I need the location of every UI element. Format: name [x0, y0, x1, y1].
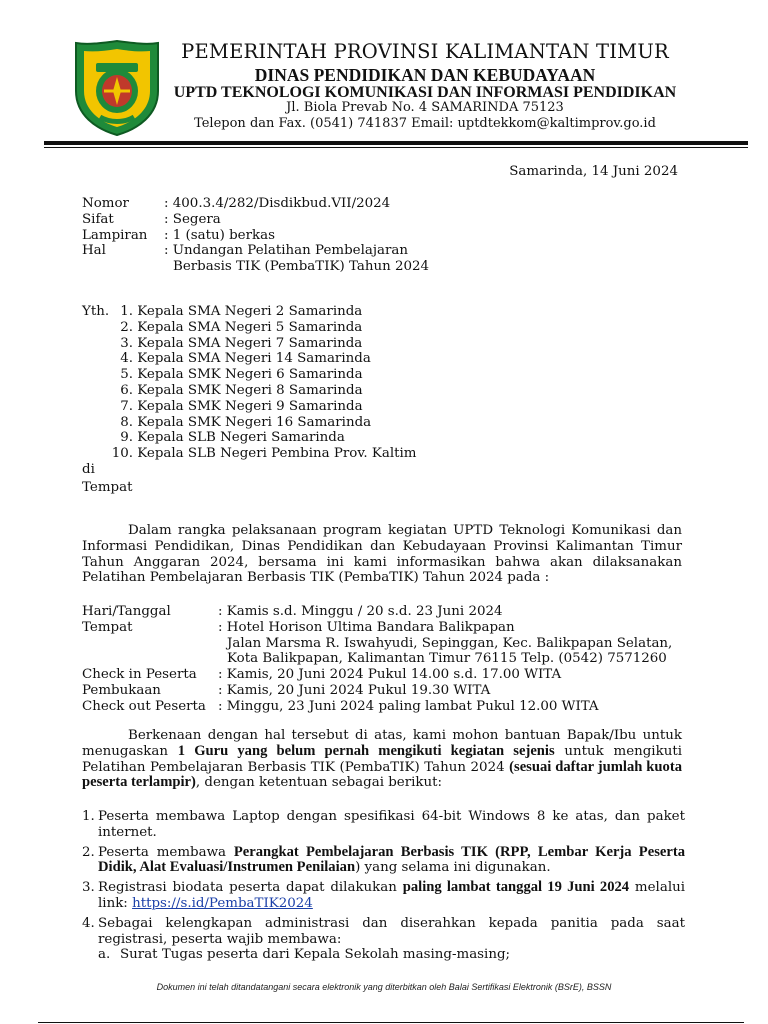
- list-item: 6. Kepala SMK Negeri 8 Samarinda: [120, 382, 363, 398]
- schedule-row-checkout: Check out Peserta : Minggu, 23 Juni 2024 paling lambat Pukul 12.00 WITA: [82, 698, 599, 714]
- meta-key: Hal: [82, 243, 106, 259]
- page-bottom-divider: [38, 1022, 744, 1023]
- letterhead-unit: UPTD TEKNOLOGI KOMUNIKASI DAN INFORMASI PENDIDIKAN: [173, 84, 677, 101]
- letterhead-divider-thick: [44, 141, 748, 145]
- list-item: 8. Kepala SMK Negeri 16 Samarinda: [120, 414, 372, 430]
- letterhead-divider-thin: [44, 147, 748, 148]
- meta-row-sifat: [82, 212, 429, 228]
- meta-value: : Segera: [164, 211, 221, 227]
- meta-value: : 400.3.4/282/Disdikbud.VII/2024: [164, 196, 391, 211]
- requirements-sublist: [98, 947, 685, 963]
- list-item: 7. Kepala SMK Negeri 9 Samarinda: [120, 398, 363, 414]
- meta-key: Sifat: [82, 211, 114, 227]
- meta-value: : 1 (satu) berkas: [164, 227, 275, 243]
- meta-row-nomor: [82, 196, 429, 212]
- e-signature-footer: Dokumen ini telah ditandatangani secara elektronik yang diterbitkan oleh Balai Sertifikasi Elektronik (BSrE), BSSN: [156, 982, 612, 992]
- letterhead-department: DINAS PENDIDIKAN DAN KEBUDAYAAN: [254, 65, 596, 85]
- schedule-row-venue: Tempat : Hotel Horison Ultima Bandara Balikpapan Jalan Marsma R. Iswahyudi, Sepinggan, Kec. Balikpapan Selatan, Kota Balikpapan, Kalimantan Timur 76115 Telp. (0542) 7571260: [82, 619, 673, 667]
- letterhead-contact: Telepon dan Fax. (0541) 741837 Email: uptdtekkom@kaltimprov.go.id: [194, 116, 656, 131]
- list-item: 5. Kepala SMK Negeri 6 Samarinda: [120, 367, 363, 383]
- intro-paragraph: Dalam rangka pelaksanaan program kegiatan UPTD Teknologi Komunikasi dan Informasi Pendidikan, Dinas Pendidikan dan Kebudayaan Provinsi Kalimantan Timur Tahun Anggaran 2024, bersama ini kami informasikan bahwa akan dilaksanakan Pelatihan Pembelajaran Berbasis TIK (PembaTIK) Tahun 2024 pada :: [82, 523, 682, 586]
- conditions-list: [82, 809, 685, 967]
- schedule-row-opening: Pembukaan : Kamis, 20 Juni 2024 Pukul 19.30 WITA: [82, 682, 491, 698]
- meta-row-hal: [82, 243, 429, 259]
- list-item: 3. Registrasi biodata peserta dapat dilakukan paling lambat tanggal 19 Juni 2024 melalui link: https://s.id/PembaTIK2024: [82, 879, 686, 911]
- list-item: 10. Kepala SLB Negeri Pembina Prov. Kaltim: [111, 446, 417, 462]
- list-item: a. Surat Tugas peserta dari Kepala Sekolah masing-masing;: [98, 947, 511, 963]
- letter-meta: [82, 196, 429, 275]
- registration-link[interactable]: https://s.id/PembaTIK2024: [132, 895, 313, 911]
- list-item: 4. Kepala SMA Negeri 14 Samarinda: [120, 351, 371, 367]
- list-item: 2. Kepala SMA Negeri 5 Samarinda: [120, 319, 363, 335]
- schedule-row-date: Hari/Tanggal : Kamis s.d. Minggu / 20 s.d. 23 Juni 2024: [82, 604, 503, 619]
- list-item: 4. Sebagai kelengkapan administrasi dan diserahkan kepada panitia pada saat registrasi, peserta wajib membawa: a. Surat Tugas peserta dari Kepala Sekolah masing-masing;: [82, 915, 685, 963]
- meta-key: Nomor: [82, 196, 129, 211]
- meta-value: : Undangan Pelatihan Pembelajaran: [164, 243, 408, 259]
- schedule-row-checkin: Check in Peserta : Kamis, 20 Juni 2024 Pukul 14.00 s.d. 17.00 WITA: [82, 667, 562, 683]
- province-emblem-logo: [74, 39, 160, 137]
- list-item: 3. Kepala SMA Negeri 7 Samarinda: [120, 335, 363, 351]
- letterhead-address: Jl. Biola Prevab No. 4 SAMARINDA 75123: [286, 100, 564, 115]
- recipients-prefix: Yth.: [82, 304, 110, 319]
- list-item: 9. Kepala SLB Negeri Samarinda: [120, 430, 345, 446]
- list-item: 1. Peserta membawa Laptop dengan spesifikasi 64-bit Windows 8 ke atas, dan paket internet.: [82, 809, 685, 840]
- list-item: 2. Peserta membawa Perangkat Pembelajaran Berbasis TIK (RPP, Lembar Kerja Peserta Didik, Alat Evaluasi/Instrumen Penilaian) yang selama ini digunakan.: [82, 843, 685, 876]
- letterhead-government: PEMERINTAH PROVINSI KALIMANTAN TIMUR: [181, 40, 669, 63]
- meta-row-lampiran: [82, 228, 429, 244]
- event-schedule: [82, 604, 672, 715]
- letter-date: Samarinda, 14 Juni 2024: [509, 164, 678, 179]
- meta-value: Berbasis TIK (PembaTIK) Tahun 2024: [173, 259, 430, 275]
- meta-row-hal-continued: [82, 259, 429, 275]
- recipients-list: [106, 304, 417, 462]
- recipients-di: di: [82, 462, 95, 477]
- request-paragraph: Berkenaan dengan hal tersebut di atas, kami mohon bantuan Bapak/Ibu untuk menugaskan 1 Guru yang belum pernah mengikuti kegiatan sejenis untuk mengikuti Pelatihan Pembelajaran Berbasis TIK (PembaTIK) Tahun 2024 (sesuai daftar jumlah kuota peserta terlampir), dengan ketentuan sebagai berikut:: [82, 728, 682, 791]
- meta-key: Lampiran: [82, 227, 148, 243]
- list-item: 1. Kepala SMA Negeri 2 Samarinda: [120, 304, 363, 319]
- recipients-tempat: Tempat: [82, 480, 133, 495]
